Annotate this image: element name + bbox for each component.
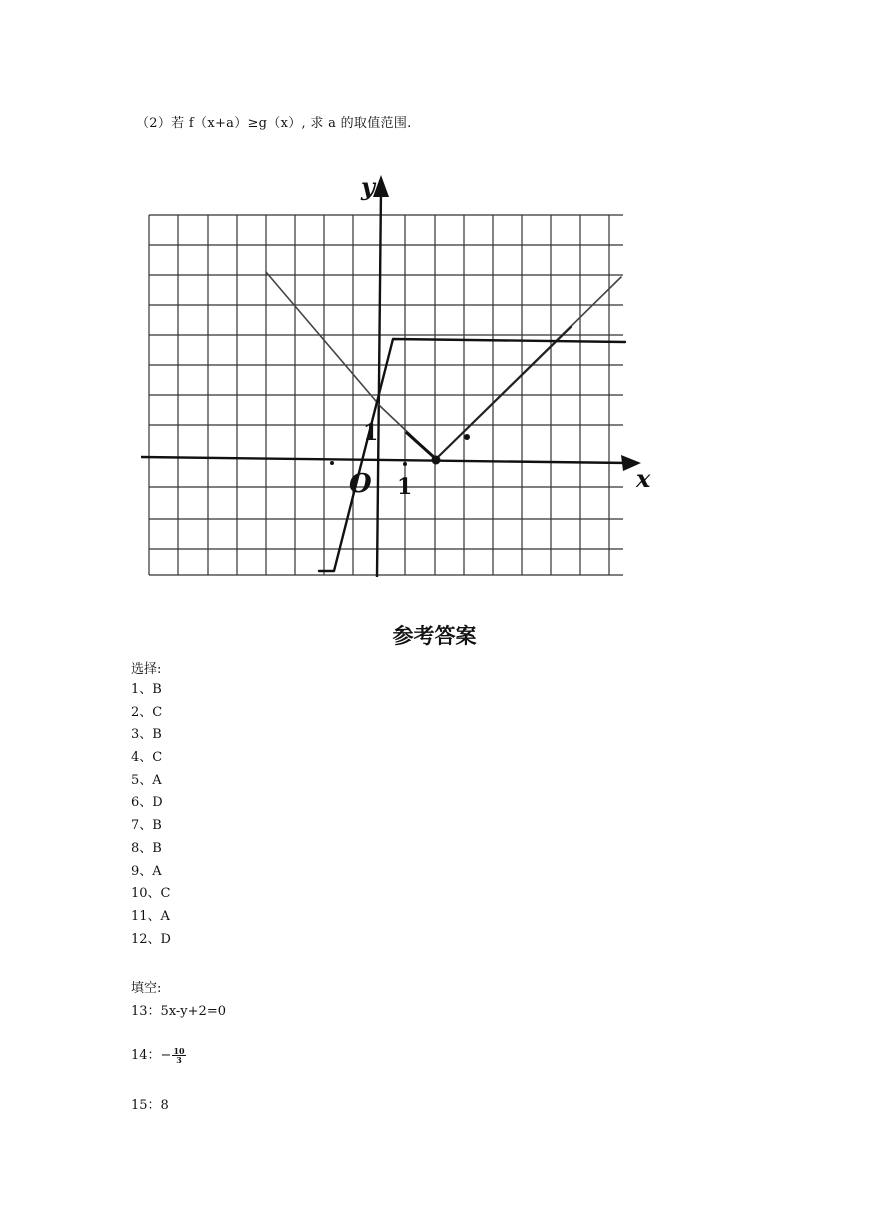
choice-answer-list (131, 679, 171, 951)
list-item: 7、B (131, 818, 162, 834)
answers-title: 参考答案 (392, 624, 477, 648)
list-item: 5、A (131, 772, 162, 788)
graph-svg (131, 157, 679, 584)
fraction-numerator: 10 (173, 1046, 185, 1056)
answer-13: 13：5x-y+2=0 (131, 1004, 226, 1019)
list-item: 6、D (131, 795, 163, 811)
grid-lines (149, 215, 623, 575)
list-item: 11、A (131, 908, 170, 924)
list-item: 3、B (131, 727, 162, 743)
question-text: （2）若 f（x+a）≥g（x）, 求 a 的取值范围. (136, 116, 412, 131)
answer-15: 15：8 (131, 1098, 169, 1113)
x-axis-label: x (636, 464, 651, 493)
axis-labels (349, 172, 651, 500)
list-item: 8、B (131, 840, 162, 856)
answer-14-prefix: 14：− (131, 1048, 172, 1063)
function-graph-figure (131, 157, 679, 584)
choice-section-heading: 选择: (131, 662, 162, 677)
list-item: 1、B (131, 682, 162, 697)
fraction-denominator: 3 (176, 1055, 182, 1065)
y-axis-label: y (361, 172, 375, 201)
answer-14 (131, 1044, 186, 1064)
coordinate-axes (141, 175, 641, 577)
y-unit-label: 1 (363, 420, 379, 446)
f-graph-heavy-segment (407, 433, 436, 459)
g-graph-line (319, 339, 625, 571)
graph-lines (266, 272, 625, 571)
list-item: 2、C (131, 704, 163, 720)
list-item: 10、C (131, 886, 171, 902)
list-item: 12、D (131, 931, 171, 947)
list-item: 4、C (131, 750, 163, 766)
x-unit-label: 1 (397, 474, 413, 500)
answer-14-fraction (172, 1047, 185, 1064)
list-item: 9、A (131, 863, 162, 879)
fill-section-heading: 填空: (131, 981, 162, 996)
origin-label: O (349, 469, 372, 499)
